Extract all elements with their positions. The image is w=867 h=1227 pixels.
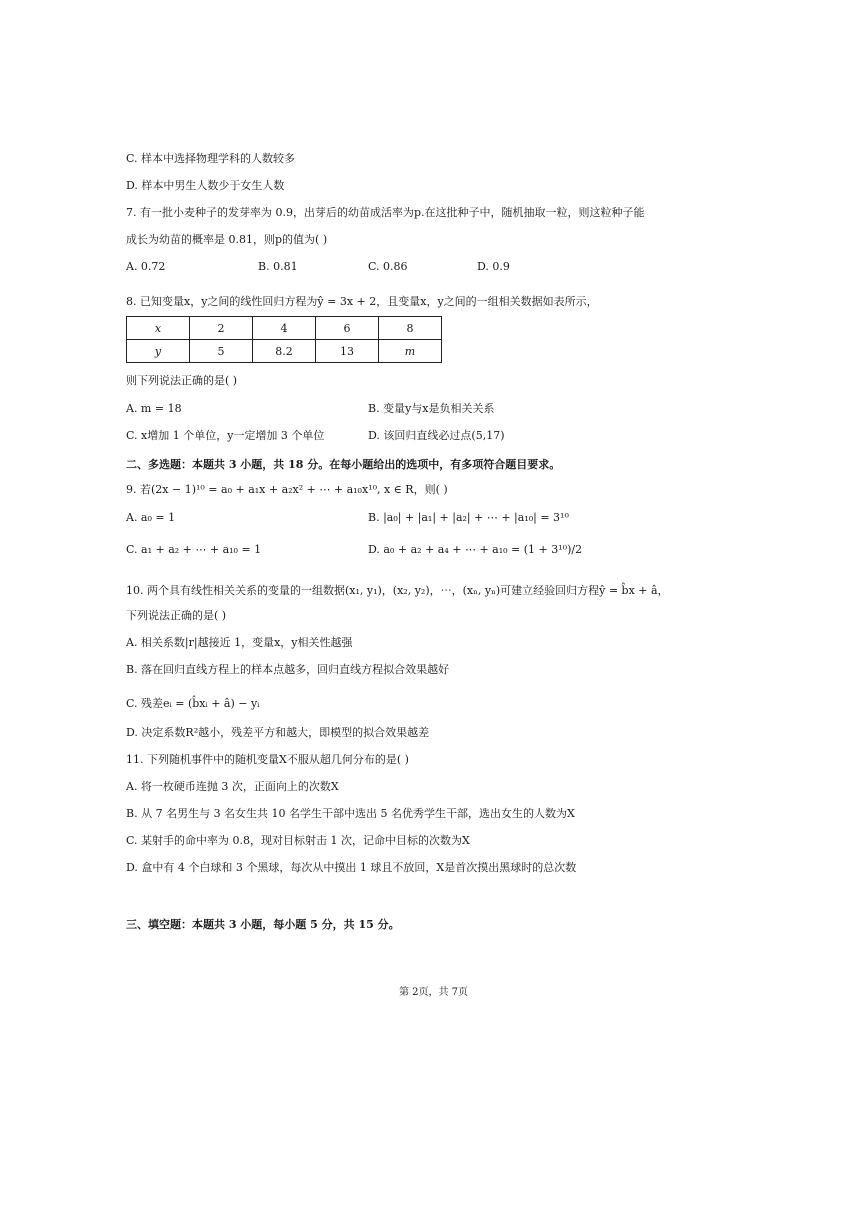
q11-stem: 11. 下列随机事件中的随机变量X不服从超几何分布的是( ) [126,753,409,766]
q8-option-b: B. 变量y与x是负相关关系 [368,402,495,415]
table-cell: x [127,317,190,340]
section-3-heading: 三、填空题：本题共 3 小题，每小题 5 分，共 15 分。 [126,918,400,931]
q8-question: 则下列说法正确的是( ) [126,374,238,387]
q11-option-b: B. 从 7 名男生与 3 名女生共 10 名学生干部中选出 5 名优秀学生干部，选出女生的人数为X [126,807,575,820]
table-cell: 2 [190,317,253,340]
q8-option-a: A. m = 18 [126,402,182,415]
q10-option-d: D. 决定系数R²越小，残差平方和越大，即模型的拟合效果越差 [126,726,430,739]
table-cell: m [379,340,442,363]
q9-option-d: D. a₀ + a₂ + a₄ + ⋯ + a₁₀ = (1 + 3¹⁰)/2 [368,543,583,556]
q10-stem-1: 10. 两个具有线性相关关系的变量的一组数据(x₁, y₁)，(x₂, y₂)，⋯，(xₙ, yₙ)可建立经验回归方程ŷ = b̂x + â， [126,584,669,597]
q7-stem-2: 成长为幼苗的概率是 0.81，则p的值为( ) [126,233,328,246]
q8-option-d: D. 该回归直线必过点(5,17) [368,429,505,442]
q9-stem: 9. 若(2x − 1)¹⁰ = a₀ + a₁x + a₂x² + ⋯ + a₁₀x¹⁰, x ∈ R，则( ) [126,483,448,496]
line-q6-c: C. 样本中选择物理学科的人数较多 [126,152,296,165]
q8-stem: 8. 已知变量x，y之间的线性回归方程为ŷ = 3x + 2，且变量x，y之间的一组相关数据如表所示， [126,295,598,308]
q8-option-c: C. x增加 1 个单位，y一定增加 3 个单位 [126,429,325,442]
q9-option-a: A. a₀ = 1 [126,511,176,524]
q7-option-d: D. 0.9 [477,260,510,273]
table-cell: y [127,340,190,363]
q9-option-b: B. |a₀| + |a₁| + |a₂| + ⋯ + |a₁₀| = 3¹⁰ [368,511,569,524]
table-row [127,340,442,363]
q11-option-a: A. 将一枚硬币连抛 3 次，正面向上的次数X [126,780,339,793]
table-cell: 5 [190,340,253,363]
q9-option-c: C. a₁ + a₂ + ⋯ + a₁₀ = 1 [126,543,262,556]
q7-option-c: C. 0.86 [368,260,408,273]
table-cell: 13 [316,340,379,363]
table-cell: 8.2 [253,340,316,363]
q10-option-b: B. 落在回归直线方程上的样本点越多，回归直线方程拟合效果越好 [126,663,450,676]
table-cell: 8 [379,317,442,340]
table-cell: 6 [316,317,379,340]
q10-option-c: C. 残差eᵢ = (b̂xᵢ + â) − yᵢ [126,697,260,710]
q10-stem-2: 下列说法正确的是( ) [126,609,227,622]
q10-option-a: A. 相关系数|r|越接近 1，变量x，y相关性越强 [126,636,353,649]
section-2-heading: 二、多选题：本题共 3 小题，共 18 分。在每小题给出的选项中，有多项符合题目要求。 [126,458,561,471]
table-row [127,317,442,340]
q7-option-a: A. 0.72 [126,260,166,273]
table-cell: 4 [253,317,316,340]
q11-option-c: C. 某射手的命中率为 0.8，现对目标射击 1 次，记命中目标的次数为X [126,834,470,847]
q7-option-b: B. 0.81 [258,260,298,273]
line-q6-d: D. 样本中男生人数少于女生人数 [126,179,285,192]
q11-option-d: D. 盒中有 4 个白球和 3 个黑球，每次从中摸出 1 球且不放回，X是首次摸出黑球时的总次数 [126,861,577,874]
q8-data-table [126,316,442,363]
page-footer: 第 2页，共 7页 [398,987,469,998]
q7-stem-1: 7. 有一批小麦种子的发芽率为 0.9，出芽后的幼苗成活率为p.在这批种子中，随机抽取一粒，则这粒种子能 [126,206,645,219]
